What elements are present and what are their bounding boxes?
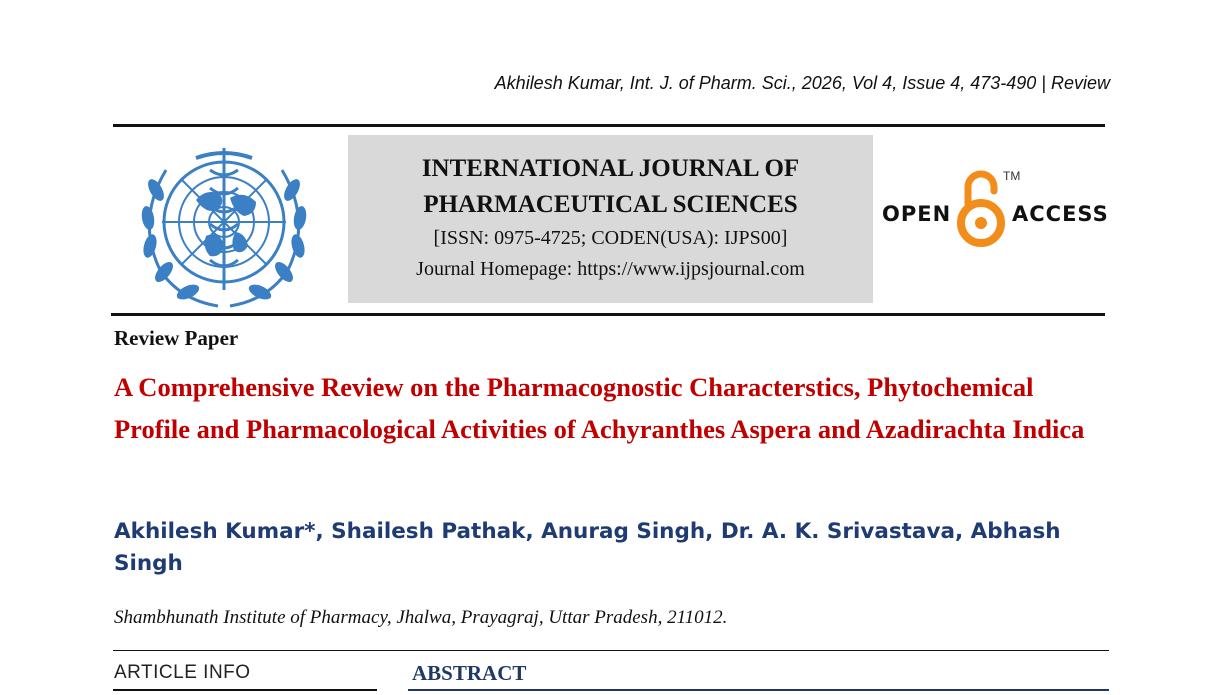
- header-bottom-rule: [111, 313, 1105, 316]
- un-emblem-caduceus-icon: [126, 140, 322, 310]
- journal-homepage: Journal Homepage: https://www.ijpsjournal.com: [416, 258, 805, 280]
- journal-issn: [ISSN: 0975-4725; CODEN(USA): IJPS00]: [433, 227, 788, 249]
- abstract-underline: [408, 689, 1109, 691]
- article-info-underline: [113, 689, 377, 691]
- paper-title: A Comprehensive Review on the Pharmacognostic Characterstics, Phytochemical Profile and Pharmacological Activities of Achyranthes Aspera and Azadirachta Indica: [114, 372, 1085, 444]
- paper-authors: Akhilesh Kumar*, Shailesh Pathak, Anurag Singh, Dr. A. K. Srivastava, Abhash Singh: [114, 519, 1061, 576]
- author-affiliation: Shambhunath Institute of Pharmacy, Jhalwa, Prayagraj, Uttar Pradesh, 211012.: [114, 607, 728, 628]
- open-access-access-text: ACCESS: [1012, 202, 1109, 226]
- paper-type-label: Review Paper: [114, 326, 239, 350]
- running-header-citation: Akhilesh Kumar, Int. J. of Pharm. Sci., 2026, Vol 4, Issue 4, 473-490 | Review: [494, 73, 1110, 93]
- abstract-heading: ABSTRACT: [412, 661, 527, 685]
- journal-name-line-1: INTERNATIONAL JOURNAL OF: [421, 155, 800, 182]
- journal-name-line-2: PHARMACEUTICAL SCIENCES: [423, 191, 798, 218]
- open-access-lock-icon: [956, 165, 1006, 251]
- journal-title-box: [348, 135, 873, 303]
- open-access-open-text: OPEN: [882, 202, 952, 226]
- section-divider: [113, 650, 1109, 651]
- header-top-rule: [113, 124, 1105, 127]
- trademark-symbol: TM: [1003, 169, 1021, 183]
- open-access-logo: [878, 165, 1108, 255]
- article-info-heading: ARTICLE INFO: [114, 662, 251, 683]
